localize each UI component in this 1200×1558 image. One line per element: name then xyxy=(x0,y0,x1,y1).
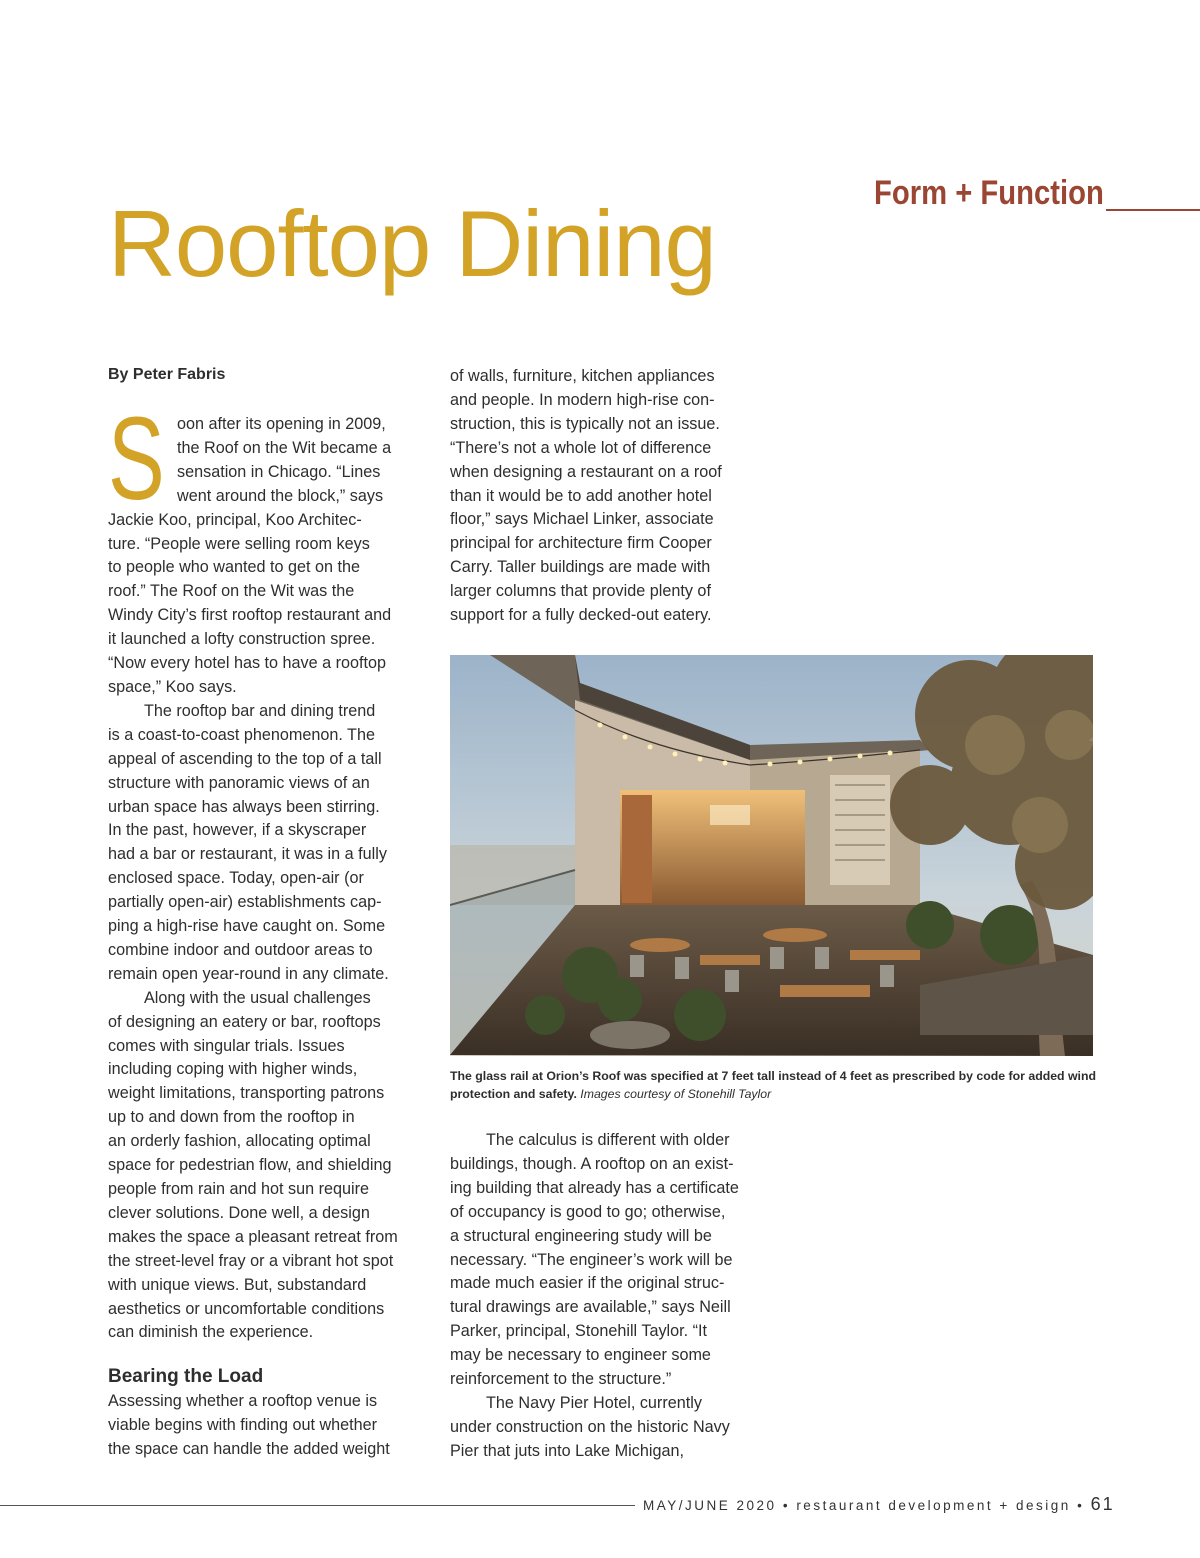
text-line: under construction on the historic Navy xyxy=(450,1417,730,1436)
text-line: partially open-air) establishments cap- xyxy=(108,893,382,912)
text-line: ture. “People were selling room keys xyxy=(108,534,370,553)
text-line: including coping with higher winds, xyxy=(108,1060,358,1079)
text-line: necessary. “The engineer’s work will be xyxy=(450,1250,733,1269)
footer-rule xyxy=(0,1505,635,1506)
text-line: comes with singular trials. Issues xyxy=(108,1036,345,1055)
text-line: support for a fully decked-out eatery. xyxy=(450,606,712,625)
article-title: Rooftop Dining xyxy=(108,191,716,296)
text-line: The rooftop bar and dining trend xyxy=(144,701,376,720)
footer-bullet: • xyxy=(1077,1498,1085,1513)
text-line: oon after its opening in 2009, xyxy=(177,415,386,433)
caption-text: The glass rail at Orion’s Roof was specified at 7 feet tall instead of 4 feet as prescribed by code for added wind protection and safety. xyxy=(450,1069,1096,1101)
text-line: is a coast-to-coast phenomenon. The xyxy=(108,725,375,744)
text-line: Windy City’s first rooftop restaurant and xyxy=(108,606,392,625)
text-line: Carry. Taller buildings are made with xyxy=(450,558,711,577)
section-label: Form + Function xyxy=(874,174,1104,212)
text-line: went around the block,” says xyxy=(177,486,384,505)
section-subhead: Bearing the Load xyxy=(108,1366,264,1387)
text-line: sensation in Chicago. “Lines xyxy=(177,462,381,481)
text-line: space for pedestrian flow, and shielding xyxy=(108,1156,392,1175)
text-line: can diminish the experience. xyxy=(108,1323,314,1342)
text-line: viable begins with finding out whether xyxy=(108,1415,378,1434)
text-line: of designing an eatery or bar, rooftops xyxy=(108,1012,381,1031)
footer-bullet: • xyxy=(782,1498,791,1513)
text-line: ing building that already has a certificate xyxy=(450,1178,739,1197)
text-line: larger columns that provide plenty of xyxy=(450,582,711,601)
text-line: the space can handle the added weight xyxy=(108,1439,390,1458)
text-line: tural drawings are available,” says Neill xyxy=(450,1298,731,1317)
text-line: aesthetics or uncomfortable conditions xyxy=(108,1299,385,1318)
photo-caption xyxy=(450,1067,1096,1103)
text-line: of occupancy is good to go; otherwise, xyxy=(450,1202,726,1221)
text-line: The Navy Pier Hotel, currently xyxy=(486,1393,702,1412)
text-line: to people who wanted to get on the xyxy=(108,558,360,577)
left-column-intro xyxy=(108,413,428,1345)
byline: By Peter Fabris xyxy=(108,366,226,383)
drop-cap: S xyxy=(108,393,165,525)
text-line: appeal of ascending to the top of a tall xyxy=(108,749,382,768)
rooftop-restaurant-photo xyxy=(450,655,1093,1056)
text-line: Parker, principal, Stonehill Taylor. “It xyxy=(450,1322,708,1341)
text-line: an orderly fashion, allocating optimal xyxy=(108,1132,371,1151)
text-line: made much easier if the original struc- xyxy=(450,1274,725,1293)
text-line: of walls, furniture, kitchen appliances xyxy=(450,367,715,385)
text-line: it launched a lofty construction spree. xyxy=(108,630,376,649)
right-column-bottom xyxy=(450,1129,770,1464)
text-line: up to and down from the rooftop in xyxy=(108,1108,355,1127)
text-line: makes the space a pleasant retreat from xyxy=(108,1227,398,1246)
text-line: Assessing whether a rooftop venue is xyxy=(108,1392,378,1410)
photo-credit: Images courtesy of Stonehill Taylor xyxy=(580,1087,772,1101)
text-line: floor,” says Michael Linker, associate xyxy=(450,510,714,529)
text-line: combine indoor and outdoor areas to xyxy=(108,940,373,959)
text-line: than it would be to add another hotel xyxy=(450,486,712,505)
text-line: “Now every hotel has to have a rooftop xyxy=(108,654,387,673)
section-rule xyxy=(1106,209,1200,211)
text-line: Along with the usual challenges xyxy=(144,988,371,1007)
text-line: clever solutions. Done well, a design xyxy=(108,1203,370,1222)
text-line: the Roof on the Wit became a xyxy=(177,438,392,457)
text-line: people from rain and hot sun require xyxy=(108,1180,369,1198)
text-line: Jackie Koo, principal, Koo Architec- xyxy=(108,510,362,529)
text-line: a structural engineering study will be xyxy=(450,1226,712,1245)
text-line: buildings, though. A rooftop on an exist- xyxy=(450,1154,734,1173)
publication-name: restaurant development + design xyxy=(796,1498,1071,1513)
left-column-bearing xyxy=(108,1364,428,1462)
text-line: remain open year-round in any climate. xyxy=(108,964,389,983)
right-column-top xyxy=(450,365,770,628)
text-line: with unique views. But, substandard xyxy=(108,1275,367,1294)
issue-date: MAY/JUNE 2020 xyxy=(643,1498,777,1513)
text-line: reinforcement to the structure.” xyxy=(450,1370,672,1389)
text-line: urban space has always been stirring. xyxy=(108,797,380,816)
text-line: ping a high-rise have caught on. Some xyxy=(108,917,386,936)
text-line: and people. In modern high-rise con- xyxy=(450,390,715,409)
text-line: space,” Koo says. xyxy=(108,677,237,696)
text-line: principal for architecture firm Cooper xyxy=(450,534,712,553)
text-line: had a bar or restaurant, it was in a fully xyxy=(108,845,387,864)
page-footer xyxy=(643,1494,1115,1515)
text-line: when designing a restaurant on a roof xyxy=(450,462,722,481)
text-line: Pier that juts into Lake Michigan, xyxy=(450,1441,684,1460)
text-line: may be necessary to engineer some xyxy=(450,1346,711,1365)
text-line: In the past, however, if a skyscraper xyxy=(108,821,367,840)
page-number: 61 xyxy=(1090,1494,1115,1514)
text-line: the street-level fray or a vibrant hot spot xyxy=(108,1251,394,1270)
text-line: structure with panoramic views of an xyxy=(108,773,370,792)
text-line: struction, this is typically not an issue. xyxy=(450,414,720,433)
text-line: weight limitations, transporting patrons xyxy=(108,1084,385,1103)
text-line: roof.” The Roof on the Wit was the xyxy=(108,582,355,601)
text-line: “There’s not a whole lot of difference xyxy=(450,438,712,457)
text-line: enclosed space. Today, open-air (or xyxy=(108,869,364,888)
text-line: The calculus is different with older xyxy=(486,1131,730,1149)
